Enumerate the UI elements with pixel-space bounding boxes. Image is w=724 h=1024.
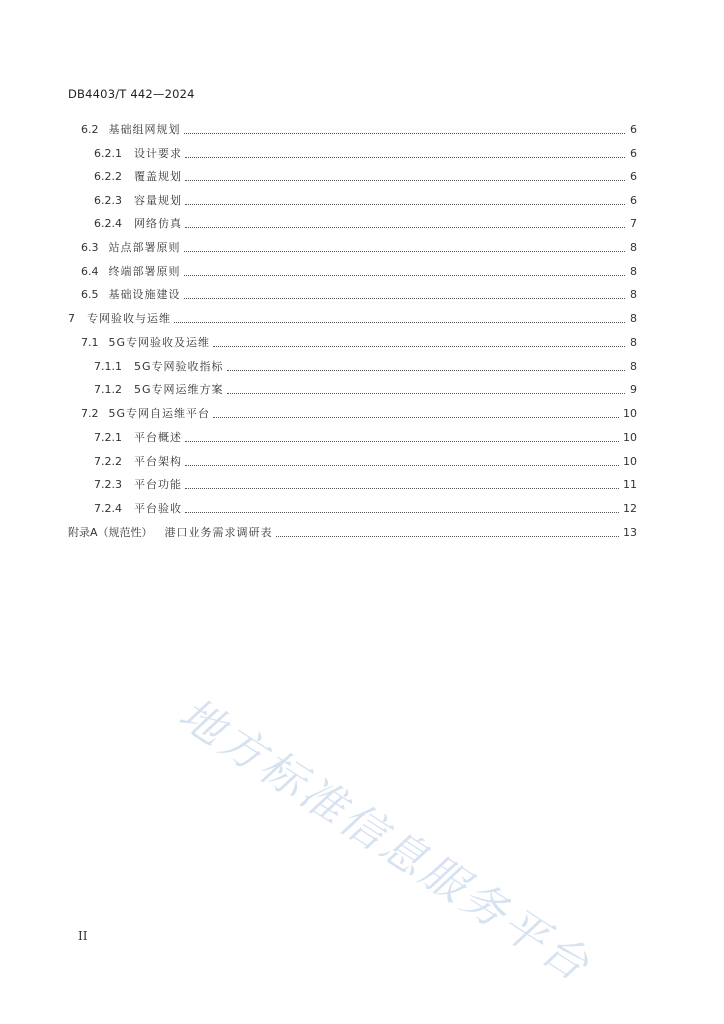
toc-entry-number: 7 (68, 312, 75, 325)
toc-entry[interactable] (68, 310, 637, 326)
toc-entry-page: 6 (630, 147, 637, 160)
dot-leader (185, 180, 625, 181)
toc-entry-page: 9 (630, 383, 637, 396)
toc-entry-page: 8 (630, 312, 637, 325)
toc-entry-number: 7.1.1 (94, 360, 122, 373)
toc-entry-title: 平台验收 (134, 502, 182, 515)
toc-entry[interactable] (94, 500, 637, 516)
watermark: 地方标准信息服务平台 (169, 688, 600, 993)
dot-leader (185, 488, 619, 489)
toc-entry[interactable] (94, 215, 637, 231)
toc-entry[interactable] (81, 334, 637, 350)
dot-leader (185, 512, 619, 513)
toc-entry-title: 基础组网规划 (108, 123, 181, 136)
toc-entry-page: 8 (630, 336, 637, 349)
toc-entry[interactable] (94, 476, 637, 492)
toc-entry[interactable] (81, 121, 637, 137)
dot-leader (174, 322, 625, 323)
toc-entry-number: 7.2.4 (94, 502, 122, 515)
toc-entry-page: 12 (623, 502, 637, 515)
toc-entry-title: 5G专网验收指标 (134, 360, 224, 373)
toc-entry-title: 平台功能 (134, 478, 182, 491)
toc-entry[interactable] (94, 192, 637, 208)
toc-entry[interactable] (94, 145, 637, 161)
toc-entry-title: 网络仿真 (134, 217, 182, 230)
toc-entry-title: 港口业务需求调研表 (164, 526, 273, 539)
page-number: II (78, 929, 88, 943)
toc-entry-number: 6.2.3 (94, 194, 122, 207)
toc-entry-number: 6.2.4 (94, 217, 122, 230)
toc-entry-number: 6.2.1 (94, 147, 122, 160)
toc-entry-page: 11 (623, 478, 637, 491)
dot-leader (185, 227, 625, 228)
toc-entry-page: 10 (623, 431, 637, 444)
document-code: DB4403/T 442—2024 (68, 87, 195, 101)
toc-entry[interactable] (81, 263, 637, 279)
toc-entry[interactable] (94, 168, 637, 184)
toc-entry-page: 6 (630, 123, 637, 136)
toc-entry-number: 7.2.3 (94, 478, 122, 491)
toc-entry-number: 7.1.2 (94, 383, 122, 396)
dot-leader (184, 275, 626, 276)
toc-entry-title: 平台概述 (134, 431, 182, 444)
dot-leader (185, 204, 625, 205)
toc-entry[interactable] (94, 429, 637, 445)
dot-leader (213, 417, 619, 418)
toc-entry-page: 6 (630, 170, 637, 183)
toc-entry-number: 7.2 (81, 407, 99, 420)
toc-entry-title: 设计要求 (134, 147, 182, 160)
toc-entry[interactable] (81, 239, 637, 255)
dot-leader (213, 346, 625, 347)
toc-entry-number: 6.3 (81, 241, 99, 254)
dot-leader (276, 536, 619, 537)
dot-leader (227, 370, 625, 371)
toc-entry-number: 6.5 (81, 288, 99, 301)
toc-entry-page: 7 (630, 217, 637, 230)
dot-leader (184, 251, 626, 252)
toc-entry-page: 10 (623, 455, 637, 468)
toc-entry-number: 6.2 (81, 123, 99, 136)
toc-entry[interactable] (81, 286, 637, 302)
toc-entry-number: 7.1 (81, 336, 99, 349)
toc-entry-page: 8 (630, 360, 637, 373)
toc-entry-title: 基础设施建设 (108, 288, 181, 301)
dot-leader (185, 441, 619, 442)
toc-entry-number: 7.2.2 (94, 455, 122, 468)
toc-entry[interactable] (94, 358, 637, 374)
toc-entry[interactable] (81, 405, 637, 421)
toc-entry-title: 终端部署原则 (108, 265, 181, 278)
dot-leader (184, 298, 626, 299)
toc-entry-page: 10 (623, 407, 637, 420)
toc-entry-number: 6.4 (81, 265, 99, 278)
toc-entry[interactable] (94, 381, 637, 397)
toc-entry-title: 专网验收与运维 (87, 312, 171, 325)
toc-entry-page: 8 (630, 265, 637, 278)
toc-entry-page: 8 (630, 241, 637, 254)
toc-entry[interactable] (94, 453, 637, 469)
dot-leader (184, 133, 626, 134)
toc-entry-number: 7.2.1 (94, 431, 122, 444)
toc-entry-number: 6.2.2 (94, 170, 122, 183)
toc-entry-title: 5G专网验收及运维 (108, 336, 211, 349)
toc-entry-title: 5G专网运维方案 (134, 383, 224, 396)
toc-entry-page: 6 (630, 194, 637, 207)
toc-entry-title: 容量规划 (134, 194, 182, 207)
dot-leader (185, 465, 619, 466)
dot-leader (185, 157, 625, 158)
toc-entry-page: 13 (623, 526, 637, 539)
toc-entry-title: 5G专网自运维平台 (108, 407, 211, 420)
toc-entry-title: 平台架构 (134, 455, 182, 468)
dot-leader (227, 393, 625, 394)
toc-entry[interactable] (68, 524, 637, 540)
toc-entry-title: 覆盖规划 (134, 170, 182, 183)
toc-entry-title: 站点部署原则 (108, 241, 181, 254)
toc-entry-number: 附录A（规范性） (68, 526, 153, 539)
toc-entry-page: 8 (630, 288, 637, 301)
